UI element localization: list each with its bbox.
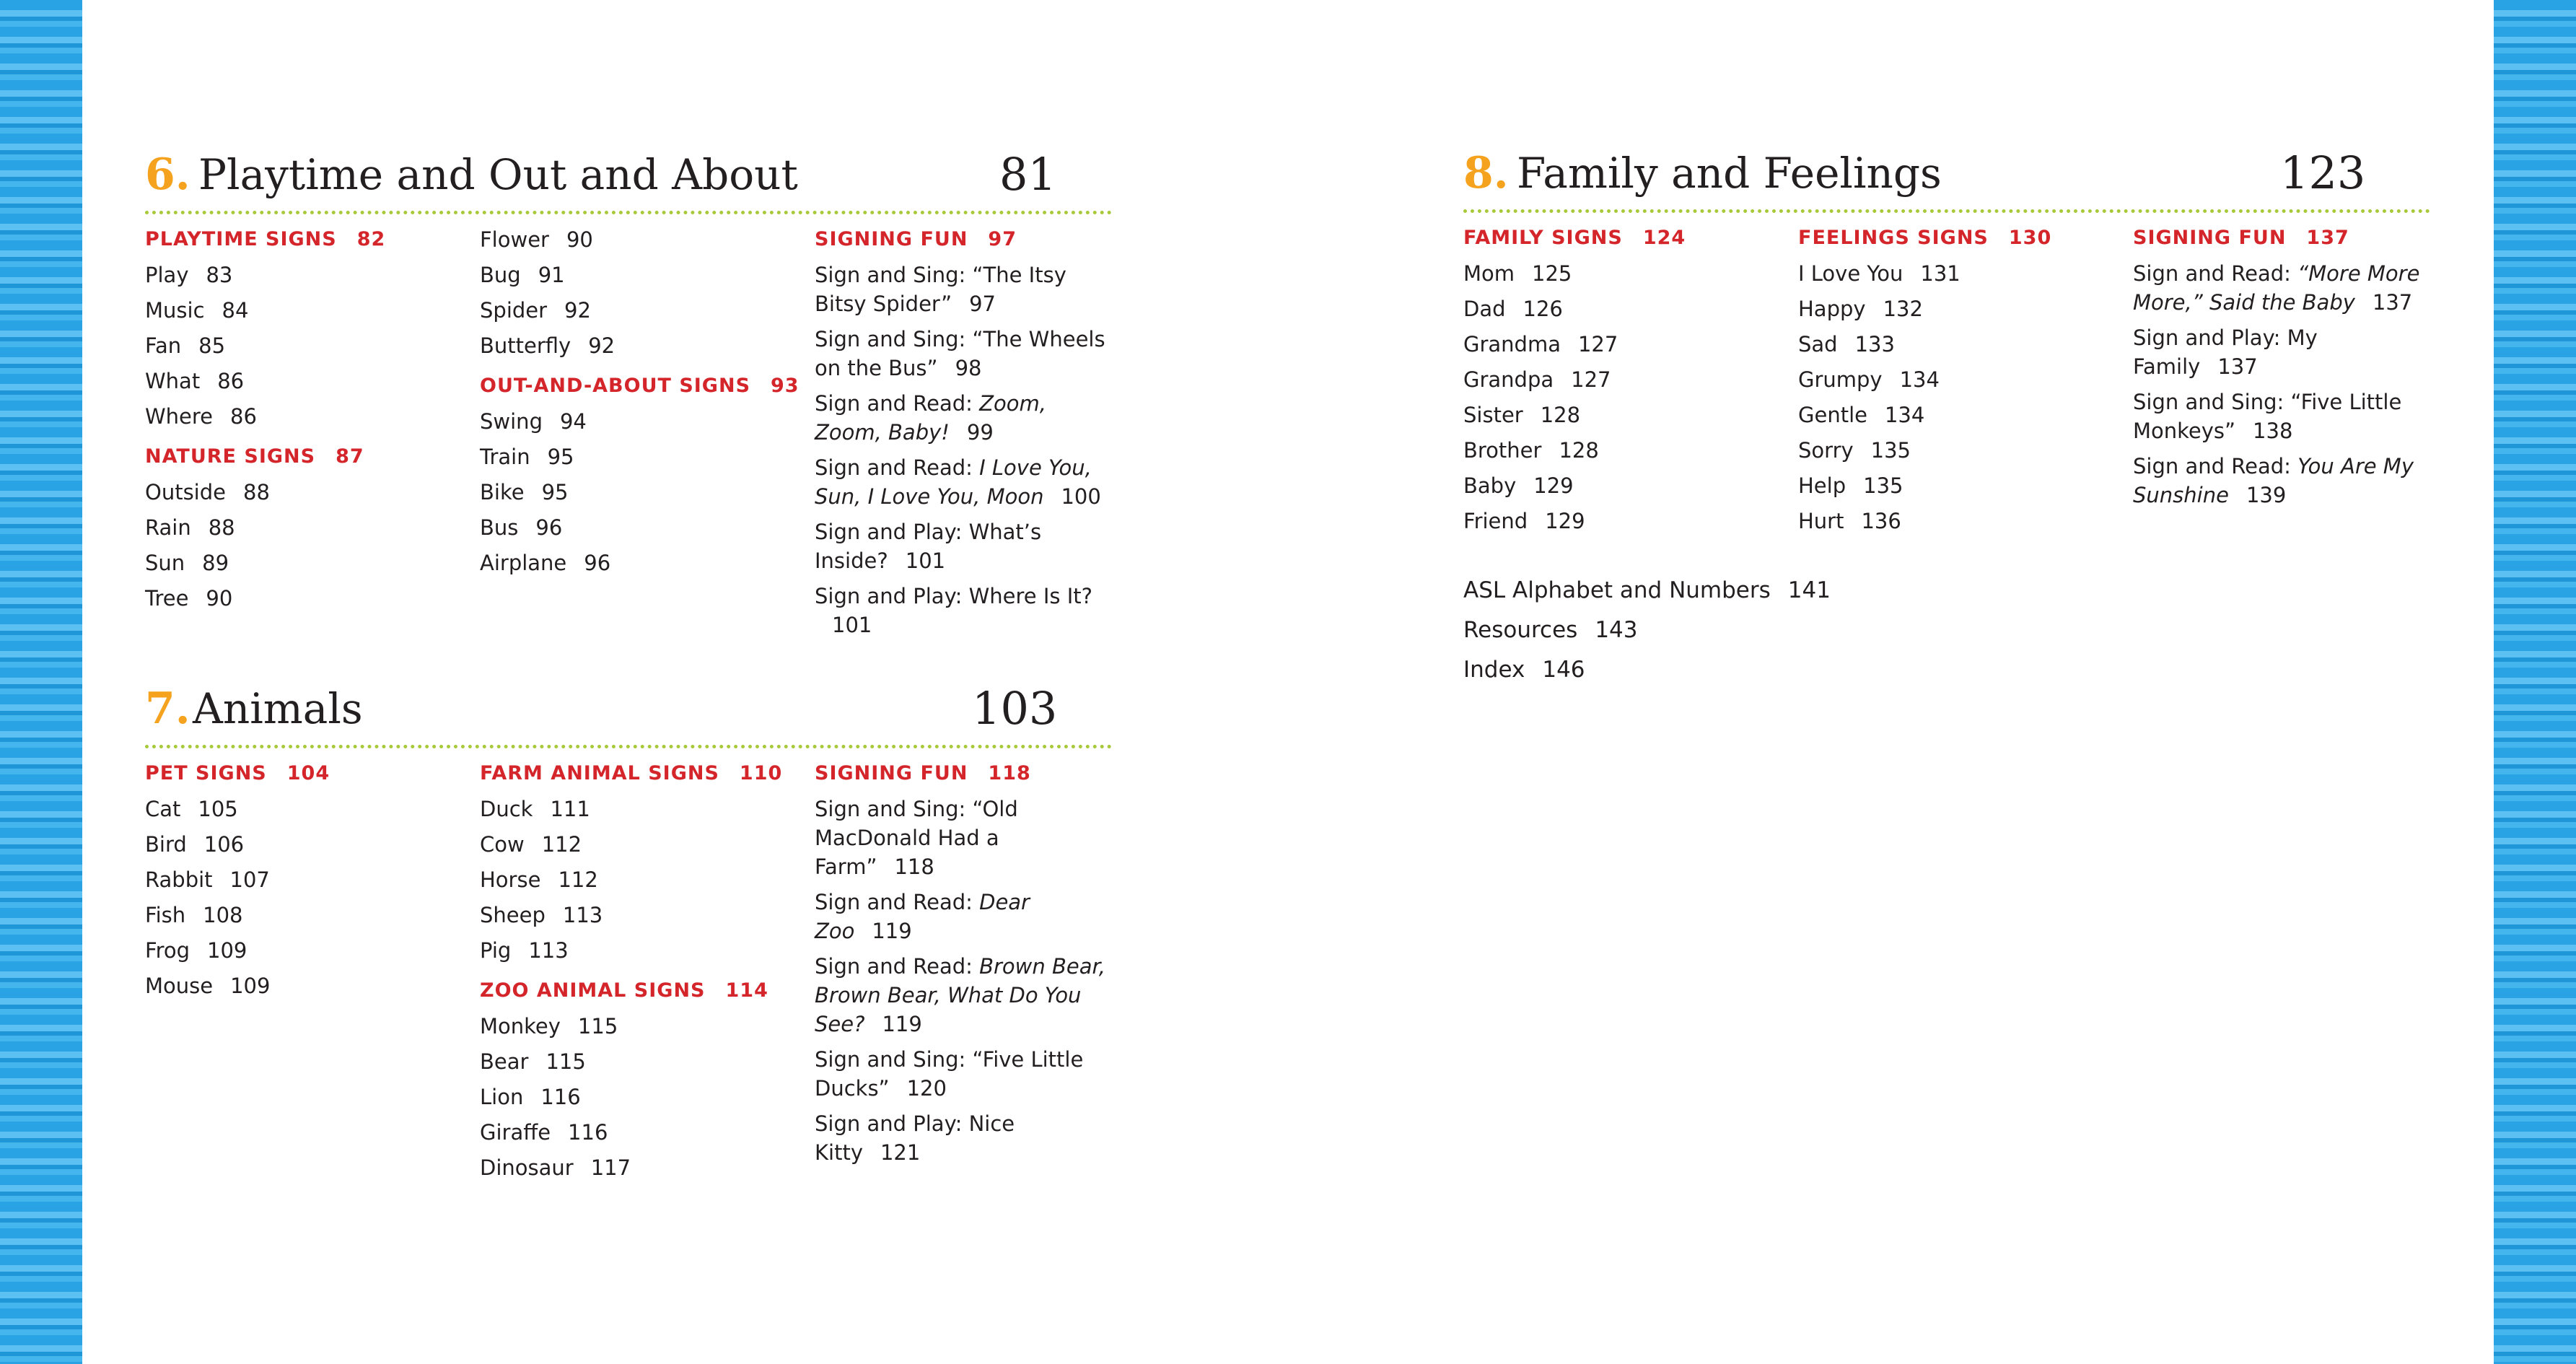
toc-entry[interactable]: Grumpy 134 bbox=[1798, 367, 1940, 392]
toc-entry[interactable]: What 86 bbox=[145, 369, 245, 393]
toc-entry[interactable]: Bear 115 bbox=[480, 1049, 586, 1074]
chapter-7 bbox=[145, 678, 1199, 1180]
toc-column bbox=[480, 759, 797, 1182]
toc-entry-index[interactable]: Index 146 bbox=[1463, 657, 1585, 683]
section-heading[interactable]: PET SIGNS 104 bbox=[145, 762, 330, 784]
chapter-page: 103 bbox=[972, 682, 1058, 735]
toc-column bbox=[1798, 224, 2116, 535]
toc-entry[interactable]: I Love You 131 bbox=[1798, 261, 1961, 286]
toc-entry[interactable]: Dinosaur 117 bbox=[480, 1155, 631, 1180]
chapter-title: Family and Feelings bbox=[1517, 149, 1942, 198]
toc-entry[interactable]: Sign and Play: Nice Kitty 121 bbox=[815, 1111, 1015, 1165]
toc-entry[interactable]: Sign and Sing: “Five Little Monkeys” 138 bbox=[2133, 390, 2402, 443]
toc-entry[interactable]: Sign and Play: Where Is It?101 bbox=[815, 584, 1093, 637]
toc-entry[interactable]: Sign and Sing: “Five Little Ducks” 120 bbox=[815, 1047, 1084, 1101]
toc-entry[interactable]: Rain 88 bbox=[145, 515, 235, 540]
toc-entry[interactable]: Lion 116 bbox=[480, 1085, 581, 1109]
toc-entry[interactable]: Bird 106 bbox=[145, 832, 245, 857]
toc-entry[interactable]: Flower 90 bbox=[480, 227, 593, 252]
section-heading[interactable]: PLAYTIME SIGNS 82 bbox=[145, 228, 386, 250]
section-heading[interactable]: FARM ANIMAL SIGNS 110 bbox=[480, 762, 783, 784]
toc-entry[interactable]: Mom 125 bbox=[1463, 261, 1572, 286]
toc-entry-asl-alphabet[interactable]: ASL Alphabet and Numbers 141 bbox=[1463, 577, 1831, 603]
section-heading[interactable]: ZOO ANIMAL SIGNS 114 bbox=[480, 979, 768, 1002]
toc-entry[interactable]: Tree 90 bbox=[145, 586, 233, 611]
section-heading[interactable]: FEELINGS SIGNS 130 bbox=[1798, 227, 2052, 249]
toc-page bbox=[82, 0, 2494, 1364]
toc-entry[interactable]: Mouse 109 bbox=[145, 974, 271, 998]
toc-column bbox=[815, 225, 1118, 639]
back-matter-list bbox=[1463, 574, 1831, 694]
toc-entry[interactable]: Grandpa 127 bbox=[1463, 367, 1611, 392]
chapter-title: Animals bbox=[193, 684, 363, 733]
toc-entry[interactable]: Sign and Read: Zoom, Zoom, Baby! 99 bbox=[815, 391, 1046, 445]
toc-entry[interactable]: Sign and Read: “More More More,” Said the Baby 137 bbox=[2133, 261, 2420, 315]
chapter-number: 6. bbox=[145, 149, 190, 200]
toc-entry[interactable]: Friend 129 bbox=[1463, 509, 1585, 533]
toc-entry[interactable]: Butterfly 92 bbox=[480, 333, 615, 358]
toc-entry[interactable]: Swing 94 bbox=[480, 409, 587, 434]
toc-entry[interactable]: Train 95 bbox=[480, 445, 574, 469]
chapter-number: 7. bbox=[145, 683, 190, 734]
section-heading[interactable]: SIGNING FUN 137 bbox=[2133, 227, 2349, 249]
dotted-divider bbox=[145, 745, 1112, 748]
toc-entry[interactable]: Frog 109 bbox=[145, 938, 247, 963]
toc-entry[interactable]: Bug 91 bbox=[480, 263, 565, 287]
toc-entry[interactable]: Sign and Play: What’s Inside? 101 bbox=[815, 520, 1042, 573]
toc-entry[interactable]: Bike 95 bbox=[480, 480, 569, 504]
toc-column bbox=[1463, 224, 1781, 535]
chapter-header bbox=[145, 144, 1199, 205]
section-heading[interactable]: NATURE SIGNS 87 bbox=[145, 445, 364, 468]
toc-entry[interactable]: Sign and Read: Brown Bear, Brown Bear, What Do You See? 119 bbox=[815, 954, 1105, 1036]
toc-entry[interactable]: Help 135 bbox=[1798, 473, 1903, 498]
toc-entry[interactable]: Duck 111 bbox=[480, 797, 590, 821]
toc-entry[interactable]: Happy 132 bbox=[1798, 297, 1923, 321]
dotted-divider bbox=[1463, 209, 2430, 213]
section-heading[interactable]: FAMILY SIGNS 124 bbox=[1463, 227, 1686, 249]
toc-column bbox=[145, 759, 463, 1000]
toc-entry[interactable]: Sign and Read: Dear Zoo 119 bbox=[815, 890, 1030, 943]
section-heading[interactable]: SIGNING FUN 118 bbox=[815, 762, 1031, 784]
left-border-stripe bbox=[0, 0, 82, 1364]
dotted-divider bbox=[145, 211, 1112, 214]
toc-entry[interactable]: Sister 128 bbox=[1463, 403, 1581, 427]
toc-column bbox=[480, 225, 797, 577]
toc-entry[interactable]: Cat 105 bbox=[145, 797, 238, 821]
chapter-header bbox=[145, 678, 1199, 739]
chapter-page: 81 bbox=[999, 148, 1056, 201]
toc-entry[interactable]: Grandma 127 bbox=[1463, 332, 1618, 357]
chapter-title: Playtime and Out and About bbox=[198, 150, 798, 199]
toc-column bbox=[2133, 224, 2436, 510]
toc-entry[interactable]: Airplane 96 bbox=[480, 551, 611, 575]
right-border-stripe bbox=[2494, 0, 2576, 1364]
toc-entry[interactable]: Fish 108 bbox=[145, 903, 243, 927]
toc-entry[interactable]: Sad 133 bbox=[1798, 332, 1895, 357]
toc-entry[interactable]: Rabbit 107 bbox=[145, 867, 270, 892]
toc-entry[interactable]: Horse 112 bbox=[480, 867, 598, 892]
toc-entry[interactable]: Sheep 113 bbox=[480, 903, 603, 927]
toc-entry[interactable]: Sign and Read: I Love You, Sun, I Love You, Moon 100 bbox=[815, 455, 1101, 509]
toc-entry[interactable]: Pig 113 bbox=[480, 938, 569, 963]
toc-entry[interactable]: Sign and Sing: “The Itsy Bitsy Spider” 97 bbox=[815, 263, 1066, 316]
toc-entry[interactable]: Brother 128 bbox=[1463, 438, 1599, 463]
toc-entry[interactable]: Giraffe 116 bbox=[480, 1120, 608, 1145]
toc-entry[interactable]: Sign and Play: My Family 137 bbox=[2133, 325, 2318, 379]
section-heading[interactable]: OUT-AND-ABOUT SIGNS 93 bbox=[480, 375, 799, 397]
toc-entry[interactable]: Baby 129 bbox=[1463, 473, 1574, 498]
toc-entry[interactable]: Sign and Sing: “Old MacDonald Had a Farm” 118 bbox=[815, 797, 1018, 879]
toc-entry[interactable]: Dad 126 bbox=[1463, 297, 1563, 321]
toc-entry[interactable]: Hurt 136 bbox=[1798, 509, 1901, 533]
toc-entry[interactable]: Cow 112 bbox=[480, 832, 582, 857]
chapter-8 bbox=[1463, 143, 2488, 533]
toc-column bbox=[815, 759, 1118, 1167]
toc-entry[interactable]: Sign and Sing: “The Wheels on the Bus” 98 bbox=[815, 327, 1105, 380]
toc-entry[interactable]: Where 86 bbox=[145, 404, 257, 429]
toc-entry[interactable]: Monkey 115 bbox=[480, 1014, 618, 1039]
toc-entry[interactable]: Spider 92 bbox=[480, 298, 591, 323]
chapter-6 bbox=[145, 144, 1199, 637]
toc-entry[interactable]: Outside 88 bbox=[145, 480, 270, 504]
toc-entry[interactable]: Play 83 bbox=[145, 263, 233, 287]
chapter-header bbox=[1463, 143, 2488, 204]
toc-entry[interactable]: Sun 89 bbox=[145, 551, 229, 575]
toc-entry[interactable]: Fan 85 bbox=[145, 333, 226, 358]
toc-entry[interactable]: Sorry 135 bbox=[1798, 438, 1911, 463]
toc-entry[interactable]: Gentle 134 bbox=[1798, 403, 1925, 427]
toc-entry[interactable]: Bus 96 bbox=[480, 515, 563, 540]
chapter-page: 123 bbox=[2280, 147, 2366, 199]
toc-column bbox=[145, 225, 463, 613]
toc-entry[interactable]: Music 84 bbox=[145, 298, 249, 323]
toc-entry[interactable]: Sign and Read: You Are My Sunshine 139 bbox=[2133, 454, 2414, 507]
section-heading[interactable]: SIGNING FUN 97 bbox=[815, 228, 1017, 250]
toc-entry-resources[interactable]: Resources 143 bbox=[1463, 617, 1638, 643]
chapter-number: 8. bbox=[1463, 148, 1509, 198]
